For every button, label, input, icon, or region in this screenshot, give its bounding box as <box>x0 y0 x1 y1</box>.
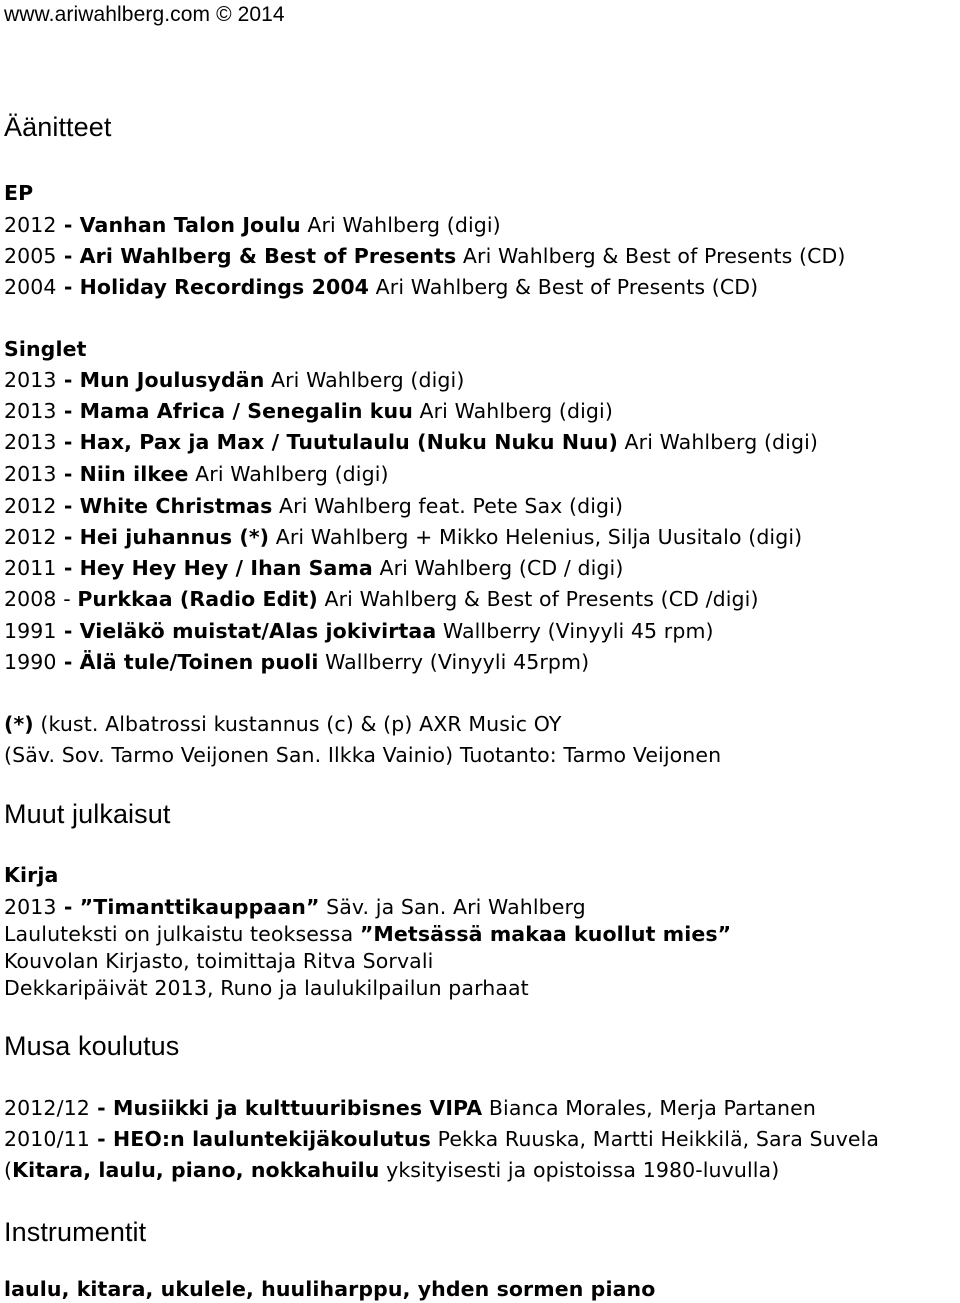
koulutus-year: 2012/12 <box>4 1096 90 1120</box>
singlet-sep: - <box>56 556 80 580</box>
singlet-title: Älä tule/Toinen puoli <box>79 650 319 674</box>
koulutus-rest: Bianca Morales, Merja Partanen <box>482 1096 816 1120</box>
singlet-rest: Ari Wahlberg (digi) <box>412 399 613 423</box>
singlet-title: Vieläkö muistat/Alas jokivirtaa <box>79 619 437 643</box>
kirja-line <box>4 894 586 920</box>
kirja-text: Lauluteksti on julkaistu teoksessa <box>4 922 360 946</box>
kirja-heading: Kirja <box>4 863 59 887</box>
koulutus-extra-title: Kitara, laulu, piano, nokkahuilu <box>12 1158 380 1182</box>
ep-year: 2004 <box>4 275 57 299</box>
koulutus-extra-open: ( <box>4 1158 13 1182</box>
koulutus-extra-rest: yksityisesti ja opistoissa 1980-luvulla) <box>379 1158 780 1182</box>
koulutus-year: 2010/11 <box>4 1127 90 1151</box>
kirja-book-title: ”Metsässä makaa kuollut mies” <box>359 922 732 946</box>
site-header: www.ariwahlberg.com © 2014 <box>4 3 285 26</box>
ep-rest: Ari Wahlberg (digi) <box>300 213 501 237</box>
ep-title: Holiday Recordings 2004 <box>79 275 370 299</box>
singlet-sep: - <box>56 619 80 643</box>
singlet-sep: - <box>56 399 80 423</box>
singlet-sep: - <box>56 462 80 486</box>
koulutus-title: HEO:n lauluntekijäkoulutus <box>112 1127 431 1151</box>
koulutus-item <box>4 1095 816 1121</box>
ep-year: 2012 <box>4 213 57 237</box>
singlet-rest: Wallberry (Vinyyli 45rpm) <box>318 650 590 674</box>
singlet-sep: - <box>56 430 80 454</box>
singlet-year: 2012 <box>4 525 57 549</box>
kirja-line: Kouvolan Kirjasto, toimittaja Ritva Sorvali <box>4 949 434 973</box>
singlet-year: 2013 <box>4 399 57 423</box>
note-line-1 <box>4 711 562 737</box>
ep-item <box>4 212 501 238</box>
singlet-sep: - <box>56 525 80 549</box>
singlet-year: 1990 <box>4 650 57 674</box>
koulutus-item <box>4 1126 879 1152</box>
ep-rest: Ari Wahlberg & Best of Presents (CD) <box>456 244 846 268</box>
ep-sep: - <box>56 213 80 237</box>
singlet-item <box>4 555 623 581</box>
singlet-title: Purkkaa (Radio Edit) <box>77 587 318 611</box>
ep-item <box>4 243 846 269</box>
ep-title: Ari Wahlberg & Best of Presents <box>79 244 457 268</box>
singlet-item <box>4 649 589 675</box>
singlet-title: Mun Joulusydän <box>79 368 265 392</box>
ep-rest: Ari Wahlberg & Best of Presents (CD) <box>369 275 759 299</box>
koulutus-title: Musiikki ja kulttuuribisnes VIPA <box>112 1096 483 1120</box>
singlet-item <box>4 524 802 550</box>
singlet-year: 2012 <box>4 494 57 518</box>
singlet-sep: - <box>56 587 78 611</box>
singlet-title: Hax, Pax ja Max / Tuutulaulu (Nuku Nuku Nuu) <box>79 430 618 454</box>
singlet-title: Mama Africa / Senegalin kuu <box>79 399 413 423</box>
singlet-item <box>4 586 759 612</box>
singlet-rest: Ari Wahlberg (digi) <box>617 430 818 454</box>
kirja-year: 2013 <box>4 895 57 919</box>
kirja-rest: Säv. ja San. Ari Wahlberg <box>319 895 586 919</box>
singlet-rest: Wallberry (Vinyyli 45 rpm) <box>436 619 714 643</box>
singlet-year: 2008 <box>4 587 57 611</box>
ep-sep: - <box>56 275 80 299</box>
kirja-line: Dekkaripäivät 2013, Runo ja laulukilpailun parhaat <box>4 976 529 1000</box>
singlet-year: 2013 <box>4 368 57 392</box>
instrument-list: laulu, kitara, ukulele, huuliharppu, yhden sormen piano <box>4 1277 656 1301</box>
koulutus-sep: - <box>89 1096 113 1120</box>
singlet-sep: - <box>56 650 80 674</box>
singlet-sep: - <box>56 368 80 392</box>
singlet-item <box>4 493 623 519</box>
singlet-heading: Singlet <box>4 337 87 361</box>
singlet-rest: Ari Wahlberg feat. Pete Sax (digi) <box>272 494 624 518</box>
koulutus-rest: Pekka Ruuska, Martti Heikkilä, Sara Suvela <box>430 1127 880 1151</box>
note-mark: (*) <box>4 712 34 736</box>
singlet-year: 1991 <box>4 619 57 643</box>
singlet-rest: Ari Wahlberg + Mikko Helenius, Silja Uusitalo (digi) <box>269 525 803 549</box>
ep-heading: EP <box>4 181 34 205</box>
section-title-instrumentit: Instrumentit <box>4 1217 147 1247</box>
singlet-item <box>4 429 818 455</box>
singlet-item <box>4 461 389 487</box>
kirja-sep: - <box>56 895 80 919</box>
ep-item <box>4 274 758 300</box>
koulutus-extra <box>4 1157 779 1183</box>
singlet-item <box>4 367 464 393</box>
koulutus-sep: - <box>89 1127 113 1151</box>
ep-title: Vanhan Talon Joulu <box>79 213 301 237</box>
singlet-item <box>4 618 714 644</box>
singlet-sep: - <box>56 494 80 518</box>
singlet-rest: Ari Wahlberg & Best of Presents (CD /digi) <box>317 587 759 611</box>
singlet-year: 2013 <box>4 462 57 486</box>
singlet-year: 2011 <box>4 556 57 580</box>
section-title-koulutus: Musa koulutus <box>4 1031 180 1061</box>
singlet-year: 2013 <box>4 430 57 454</box>
singlet-title: Niin ilkee <box>79 462 189 486</box>
singlet-rest: Ari Wahlberg (CD / digi) <box>372 556 624 580</box>
kirja-title: ”Timanttikauppaan” <box>79 895 320 919</box>
ep-sep: - <box>56 244 80 268</box>
kirja-line <box>4 921 731 947</box>
singlet-rest: Ari Wahlberg (digi) <box>264 368 465 392</box>
ep-year: 2005 <box>4 244 57 268</box>
note-line-2: (Säv. Sov. Tarmo Veijonen San. Ilkka Vainio) Tuotanto: Tarmo Veijonen <box>4 743 722 767</box>
singlet-item <box>4 398 613 424</box>
note-text: (kust. Albatrossi kustannus (c) & (p) AXR Music OY <box>33 712 562 736</box>
page-title: Äänitteet <box>4 112 112 142</box>
singlet-title: White Christmas <box>79 494 273 518</box>
singlet-title: Hei juhannus (*) <box>79 525 270 549</box>
singlet-rest: Ari Wahlberg (digi) <box>188 462 389 486</box>
singlet-title: Hey Hey Hey / Ihan Sama <box>79 556 373 580</box>
section-title-muut: Muut julkaisut <box>4 799 171 829</box>
